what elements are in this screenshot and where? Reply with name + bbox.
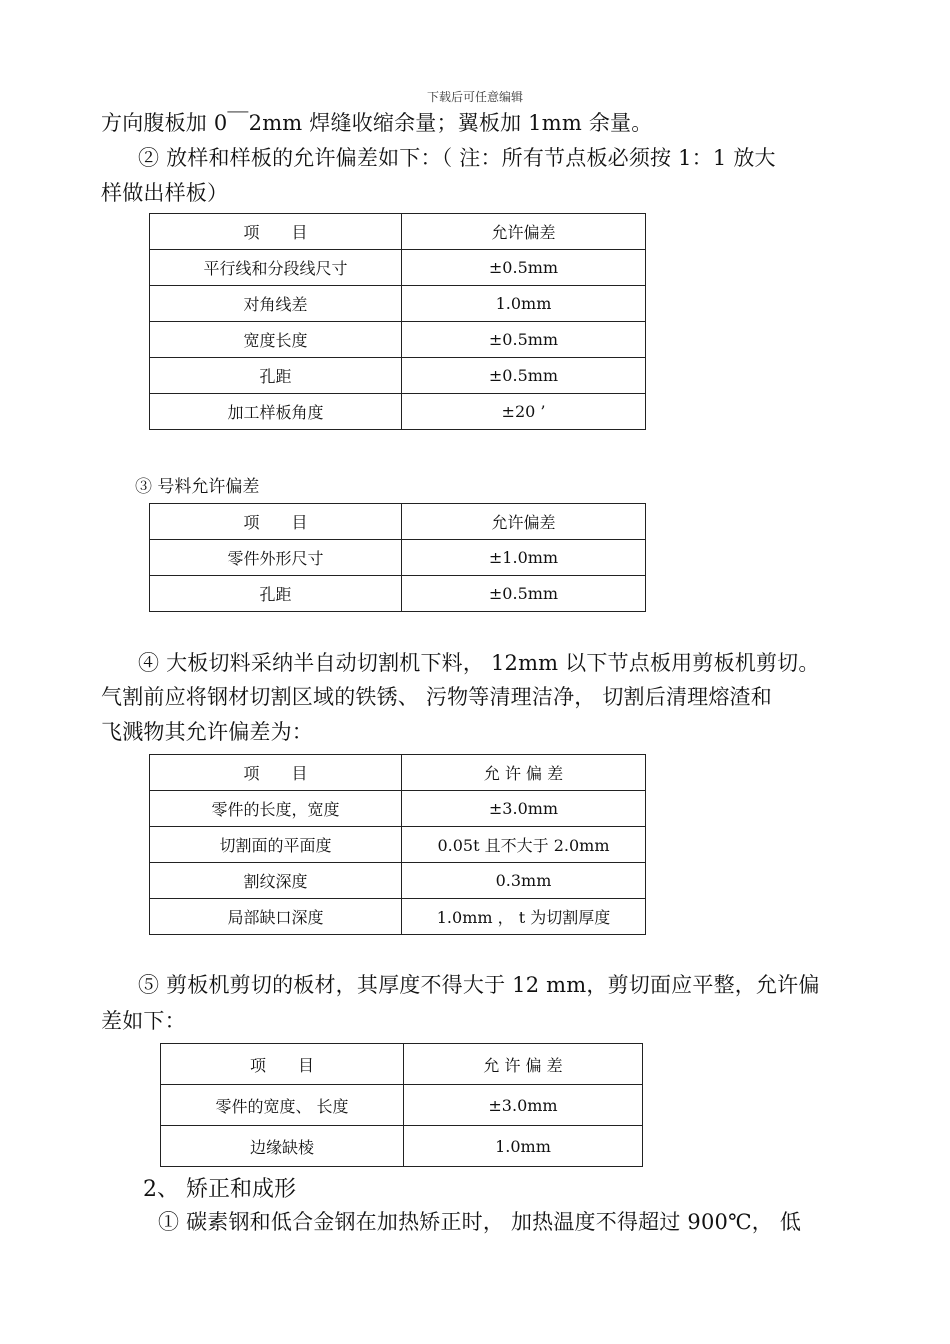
table-row xyxy=(161,1126,643,1167)
paragraph-5-line-1: ⑤ 剪板机剪切的板材，其厚度不得大于 12 mm，剪切面应平整，允许偏 xyxy=(138,973,820,997)
table-layout-tolerance xyxy=(149,213,646,430)
paragraph-1: 方向腹板加 0￣2mm 焊缝收缩余量；翼板加 1mm 余量。 xyxy=(101,111,653,135)
paragraph-4-line-1: ④ 大板切料采纳半自动切割机下料， 12mm 以下节点板用剪板机剪切。 xyxy=(138,651,820,675)
cell-tolerance: 1.0mm xyxy=(402,286,646,322)
cell-tolerance: ±20 ’ xyxy=(402,394,646,430)
cell-tolerance: ±3.0mm xyxy=(404,1085,643,1126)
header-tolerance: 允许偏差 xyxy=(402,214,646,250)
paragraph-5-line-2: 差如下： xyxy=(101,1009,186,1033)
cell-tolerance: 0.05t 且不大于 2.0mm xyxy=(402,827,646,863)
cell-tolerance: ±3.0mm xyxy=(402,791,646,827)
table-header-row xyxy=(150,755,646,791)
table-row xyxy=(150,827,646,863)
header-item: 项 目 xyxy=(150,504,402,540)
table-row xyxy=(150,250,646,286)
paragraph-4-line-2: 气割前应将钢材切割区域的铁锈、 污物等清理洁净， 切割后清理熔渣和 xyxy=(101,685,772,709)
paragraph-2-line-1: ② 放样和样板的允许偏差如下：（ 注：所有节点板必须按 1：1 放大 xyxy=(138,146,776,170)
header-tolerance: 允 许 偏 差 xyxy=(404,1044,643,1085)
cell-tolerance: 1.0mm xyxy=(404,1126,643,1167)
section-heading-2: 2、 矫正和成形 xyxy=(143,1177,296,1202)
table-shearing-tolerance xyxy=(160,1043,643,1167)
header-tolerance: 允 许 偏 差 xyxy=(402,755,646,791)
paragraph-6: ① 碳素钢和低合金钢在加热矫正时， 加热温度不得超过 900℃， 低 xyxy=(158,1210,802,1234)
table-marking-tolerance xyxy=(149,503,646,612)
paragraph-4-line-3: 飞溅物其允许偏差为： xyxy=(101,720,313,744)
table-row xyxy=(161,1085,643,1126)
table-row xyxy=(150,863,646,899)
cell-item: 零件外形尺寸 xyxy=(150,540,402,576)
cell-item: 割纹深度 xyxy=(150,863,402,899)
table-row xyxy=(150,540,646,576)
header-item: 项 目 xyxy=(150,214,402,250)
cell-tolerance: ±1.0mm xyxy=(402,540,646,576)
table-header-row xyxy=(150,214,646,250)
cell-tolerance: ±0.5mm xyxy=(402,250,646,286)
table-row xyxy=(150,394,646,430)
cell-tolerance: ±0.5mm xyxy=(402,322,646,358)
cell-tolerance: ±0.5mm xyxy=(402,358,646,394)
table-row xyxy=(150,286,646,322)
table-cutting-tolerance xyxy=(149,754,646,935)
cell-item: 宽度长度 xyxy=(150,322,402,358)
cell-tolerance: ±0.5mm xyxy=(402,576,646,612)
cell-item: 孔距 xyxy=(150,358,402,394)
header-tolerance: 允许偏差 xyxy=(402,504,646,540)
table-row xyxy=(150,791,646,827)
paragraph-2-line-2: 样做出样板） xyxy=(101,181,229,205)
table-header-row xyxy=(150,504,646,540)
cell-item: 零件的宽度、 长度 xyxy=(161,1085,404,1126)
header-item: 项 目 xyxy=(150,755,402,791)
cell-item: 局部缺口深度 xyxy=(150,899,402,935)
cell-item: 边缘缺棱 xyxy=(161,1126,404,1167)
subheading-3: ③ 号料允许偏差 xyxy=(135,477,260,497)
table-row xyxy=(150,358,646,394)
table-row xyxy=(150,576,646,612)
table-row xyxy=(150,899,646,935)
table-header-row xyxy=(161,1044,643,1085)
cell-item: 加工样板角度 xyxy=(150,394,402,430)
cell-item: 平行线和分段线尺寸 xyxy=(150,250,402,286)
table-row xyxy=(150,322,646,358)
cell-item: 切割面的平面度 xyxy=(150,827,402,863)
cell-item: 孔距 xyxy=(150,576,402,612)
header-item: 项 目 xyxy=(161,1044,404,1085)
cell-tolerance: 0.3mm xyxy=(402,863,646,899)
cell-tolerance: 1.0mm ， t 为切割厚度 xyxy=(402,899,646,935)
page-header: 下载后可任意编辑 xyxy=(426,90,523,104)
cell-item: 对角线差 xyxy=(150,286,402,322)
cell-item: 零件的长度，宽度 xyxy=(150,791,402,827)
